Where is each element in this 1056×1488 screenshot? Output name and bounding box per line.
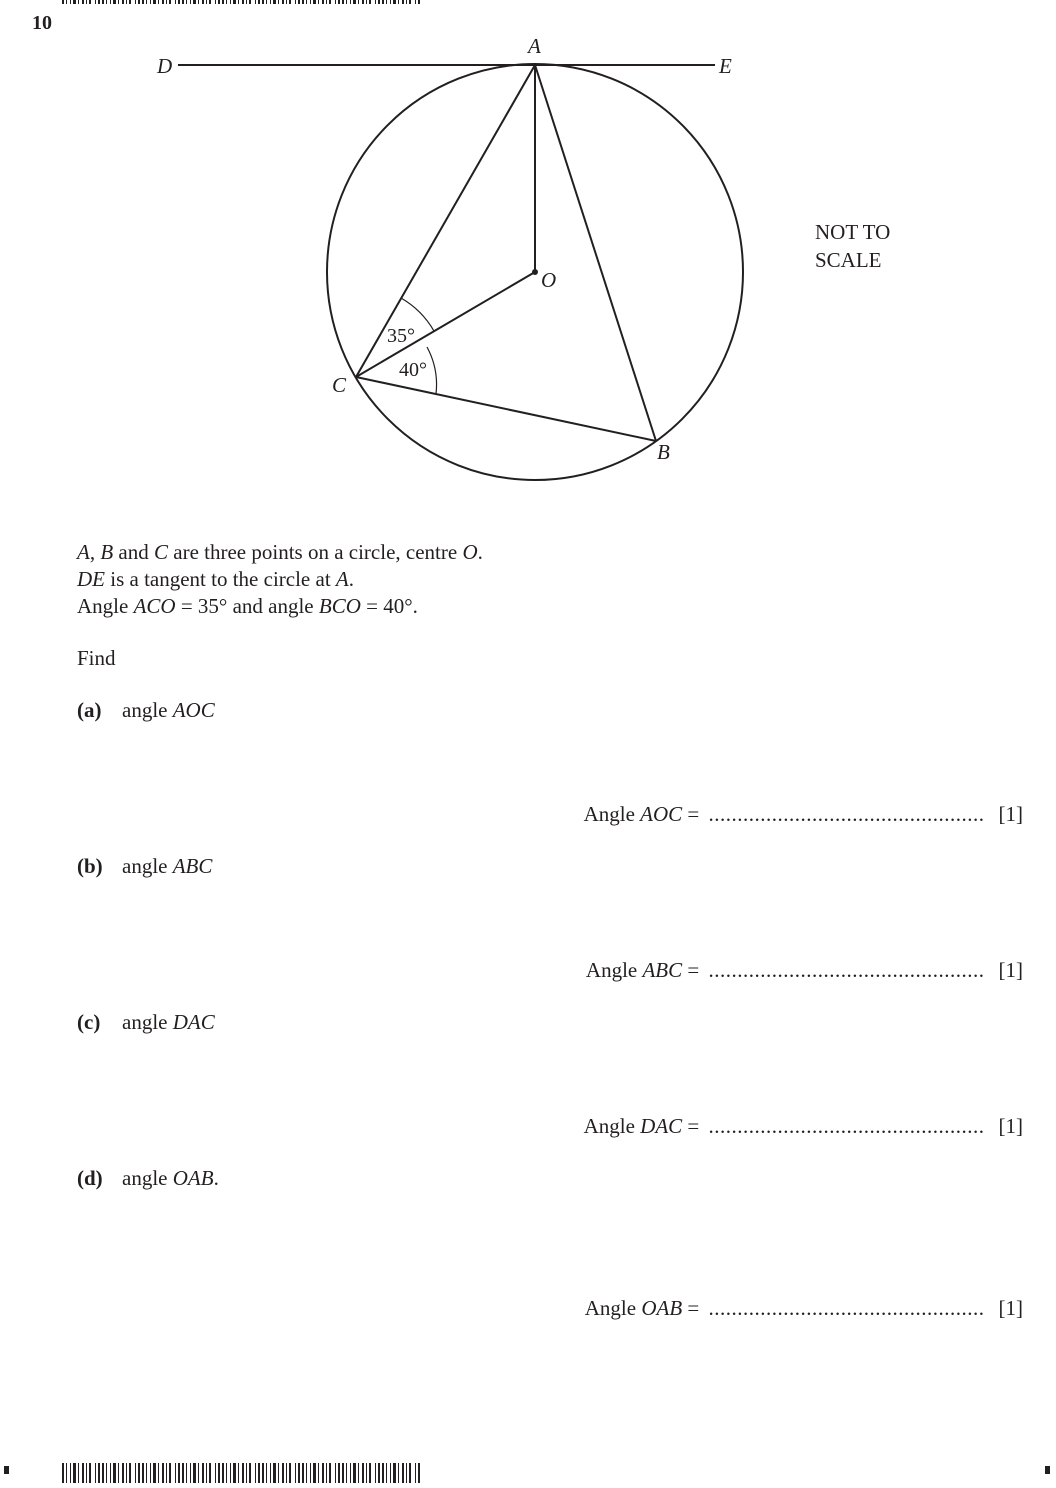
- barcode-bar: [138, 1463, 140, 1483]
- barcode-bar: [153, 1463, 156, 1483]
- barcode-bar: [362, 1463, 364, 1483]
- question-stem: [77, 539, 483, 620]
- barcode-bar: [406, 1463, 407, 1483]
- barcode-bar: [386, 1463, 387, 1483]
- question-b: (b) angle ABC: [77, 854, 213, 878]
- barcode-bar: [366, 1463, 367, 1483]
- barcode-bar: [378, 1463, 380, 1483]
- barcode-bar: [369, 1463, 371, 1483]
- label-e: E: [719, 54, 732, 78]
- barcode-bar: [230, 1463, 231, 1483]
- barcode-bar: [258, 1463, 260, 1483]
- label-a: A: [528, 34, 541, 58]
- answer-field-d[interactable]: ................................................: [708, 1296, 985, 1320]
- answer-line-c[interactable]: Angle DAC = ................................................ [1]: [583, 1114, 1023, 1138]
- barcode-bar: [306, 1463, 307, 1483]
- barcode-bar: [270, 1463, 271, 1483]
- barcode-bar: [89, 1463, 91, 1483]
- barcode-bar: [118, 1463, 119, 1483]
- barcode-bar: [286, 1463, 287, 1483]
- barcode-bar: [193, 1463, 196, 1483]
- barcode-bar: [169, 1463, 171, 1483]
- barcode-bar: [298, 1463, 300, 1483]
- barcode-bar: [289, 1463, 291, 1483]
- barcode-bar: [335, 1463, 336, 1483]
- barcode-bar: [186, 1463, 187, 1483]
- barcode-bar: [409, 1463, 411, 1483]
- barcode-bar: [178, 1463, 180, 1483]
- angle-bco-label: 40°: [399, 359, 427, 381]
- barcode-bar: [398, 1463, 399, 1483]
- arc-angle-bco: [427, 347, 437, 394]
- not-to-scale-note: NOT TO SCALE: [815, 220, 891, 272]
- barcode-bar: [262, 1463, 264, 1483]
- label-c: C: [332, 373, 347, 397]
- barcode-bar: [246, 1463, 247, 1483]
- barcode-bar: [375, 1463, 376, 1483]
- barcode-bar: [342, 1463, 344, 1483]
- barcode-bar: [73, 1463, 76, 1483]
- label-o: O: [541, 268, 557, 292]
- answer-line-a[interactable]: Angle AOC = ................................................ [1]: [583, 802, 1023, 826]
- barcode-bar: [70, 1463, 71, 1483]
- barcode-bar: [142, 1463, 144, 1483]
- barcode-bar: [62, 1463, 64, 1483]
- page-number: 10: [32, 12, 52, 34]
- barcode-bar: [238, 1463, 239, 1483]
- barcode-bar: [135, 1463, 136, 1483]
- barcode-bar: [295, 1463, 296, 1483]
- barcode-bar: [198, 1463, 199, 1483]
- barcode-bar: [255, 1463, 256, 1483]
- barcode-bar: [282, 1463, 284, 1483]
- barcode-bar: [402, 1463, 404, 1483]
- barcode-bar: [222, 1463, 224, 1483]
- barcode-bar: [310, 1463, 311, 1483]
- find-instruction: Find: [77, 646, 116, 670]
- barcode-bar: [98, 1463, 100, 1483]
- barcode-bar: [322, 1463, 324, 1483]
- question-a: (a) angle AOC: [77, 698, 215, 722]
- barcode-bar: [353, 1463, 356, 1483]
- stem-line-1: A, B and C are three points on a circle, centre O.: [77, 540, 483, 564]
- barcode-bar: [182, 1463, 184, 1483]
- question-d: (d) angle OAB.: [77, 1166, 219, 1190]
- answer-line-b[interactable]: Angle ABC = ................................................ [1]: [585, 958, 1023, 982]
- barcode-bar: [113, 1463, 116, 1483]
- barcode-bar: [218, 1463, 220, 1483]
- radius-oc: [356, 272, 535, 377]
- stem-line-3: Angle ACO = 35° and angle BCO = 40°.: [77, 594, 418, 618]
- angle-aco-label: 35°: [387, 325, 415, 347]
- chord-ac: [356, 65, 535, 377]
- barcode-bar: [78, 1463, 79, 1483]
- barcode-bar: [106, 1463, 107, 1483]
- marks-d: [1]: [998, 1296, 1023, 1320]
- barcode-bar: [102, 1463, 104, 1483]
- circle-diagram: [0, 0, 1056, 520]
- barcode-bar: [273, 1463, 276, 1483]
- barcode-bar: [242, 1463, 244, 1483]
- label-b: B: [657, 440, 670, 464]
- barcode-bar: [393, 1463, 396, 1483]
- barcode-bar: [190, 1463, 191, 1483]
- barcode-bar: [202, 1463, 204, 1483]
- barcode-bar: [346, 1463, 347, 1483]
- barcode-bar: [302, 1463, 304, 1483]
- label-d: D: [157, 54, 173, 78]
- barcode-bar: [158, 1463, 159, 1483]
- barcode-bar: [86, 1463, 87, 1483]
- registration-mark-left: [4, 1466, 9, 1474]
- barcode-bar: [206, 1463, 207, 1483]
- barcode-bar: [326, 1463, 327, 1483]
- barcode-bar: [329, 1463, 331, 1483]
- barcode-bar: [215, 1463, 216, 1483]
- answer-field-c[interactable]: ................................................: [708, 1114, 985, 1138]
- barcode-bar: [226, 1463, 227, 1483]
- barcode-bar: [318, 1463, 319, 1483]
- barcode-bar: [110, 1463, 111, 1483]
- barcode-bar: [162, 1463, 164, 1483]
- marks-c: [1]: [998, 1114, 1023, 1138]
- chord-ab: [535, 65, 656, 441]
- barcode-bar: [266, 1463, 267, 1483]
- barcode-bar: [146, 1463, 147, 1483]
- answer-line-d[interactable]: Angle OAB = ................................................ [1]: [584, 1296, 1023, 1320]
- barcode-bar: [249, 1463, 251, 1483]
- barcode-bar: [129, 1463, 131, 1483]
- barcode-bar: [390, 1463, 391, 1483]
- registration-mark-right: [1045, 1466, 1050, 1474]
- barcode-bar: [82, 1463, 84, 1483]
- barcode-bar: [95, 1463, 96, 1483]
- marks-b: [1]: [998, 958, 1023, 982]
- barcode-bar: [209, 1463, 211, 1483]
- barcode-bar: [166, 1463, 167, 1483]
- barcode-bar: [338, 1463, 340, 1483]
- barcode-bar: [126, 1463, 127, 1483]
- barcode-bar: [415, 1463, 416, 1483]
- barcode-bar: [150, 1463, 151, 1483]
- barcode-bar: [122, 1463, 124, 1483]
- barcode-bar: [278, 1463, 279, 1483]
- answer-field-a[interactable]: ................................................: [708, 802, 985, 826]
- question-c: (c) angle DAC: [77, 1010, 215, 1034]
- barcode-bar: [358, 1463, 359, 1483]
- answer-field-b[interactable]: ................................................: [708, 958, 985, 982]
- stem-line-2: DE is a tangent to the circle at A.: [77, 567, 354, 591]
- barcode-bar: [175, 1463, 176, 1483]
- centre-point: [532, 269, 538, 275]
- barcode: [62, 1463, 424, 1483]
- barcode-bar: [313, 1463, 316, 1483]
- barcode-bar: [66, 1463, 67, 1483]
- barcode-bar: [350, 1463, 351, 1483]
- barcode-bar: [382, 1463, 384, 1483]
- barcode-bar: [418, 1463, 420, 1483]
- marks-a: [1]: [998, 802, 1023, 826]
- barcode-bar: [233, 1463, 236, 1483]
